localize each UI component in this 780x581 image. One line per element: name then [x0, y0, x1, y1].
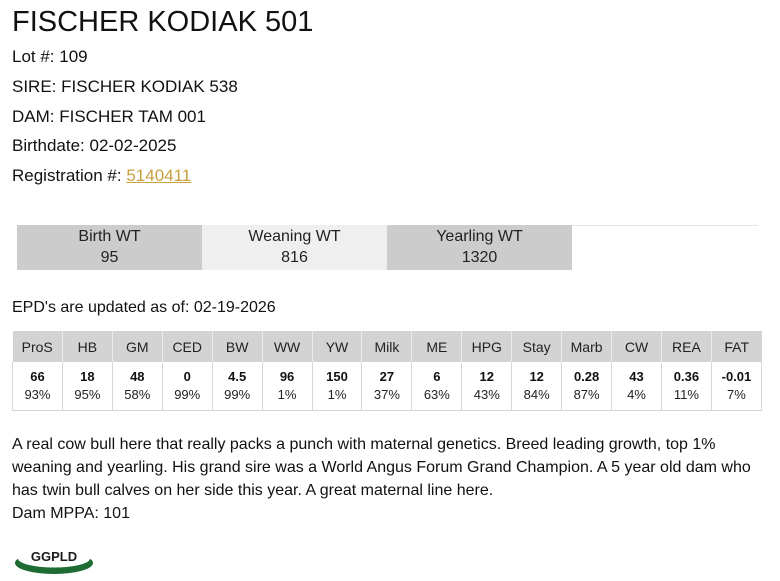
epd-cell-hb [62, 362, 112, 411]
birth-weight-label: Birth WT [78, 228, 141, 245]
epd-cell-pros [13, 362, 63, 411]
epd-percentile: 99% [224, 387, 251, 402]
epd-header-ced: CED [162, 331, 212, 362]
epd-percentile: 84% [523, 387, 550, 402]
weaning-weight-value: 816 [281, 249, 308, 266]
epd-header-marb: Marb [562, 331, 612, 362]
epd-update-note: EPD's are updated as of: 02-19-2026 [12, 299, 276, 316]
epd-value: 12 [479, 369, 494, 384]
epd-header-gm: GM [112, 331, 162, 362]
epd-header-hb: HB [62, 331, 112, 362]
dam-mppa: Dam MPPA: 101 [12, 505, 130, 522]
epd-value: 27 [379, 369, 395, 384]
lot-number: Lot #: 109 [12, 47, 88, 66]
epd-percentile: 1% [327, 387, 347, 402]
epd-value: 96 [279, 369, 295, 384]
ggpld-logo [14, 544, 94, 576]
epd-percentile: 87% [573, 387, 600, 402]
birth-weight [17, 225, 202, 270]
epd-header-milk: Milk [362, 331, 412, 362]
epd-header-cw: CW [612, 331, 662, 362]
epd-header-ww: WW [262, 331, 312, 362]
epd-cell-gm [112, 362, 162, 411]
epd-values-row [13, 362, 762, 411]
epd-table [12, 331, 762, 411]
yearling-weight-label: Yearling WT [436, 228, 523, 245]
epd-percentile: 95% [74, 387, 101, 402]
epd-header-pros: ProS [13, 331, 63, 362]
epd-percentile: 4% [627, 387, 646, 402]
registration [12, 165, 191, 187]
epd-cell-bw [212, 362, 262, 411]
epd-value: 150 [326, 369, 348, 384]
epd-value: 6 [433, 369, 441, 384]
registration-label: Registration #: [12, 166, 127, 185]
epd-value: 0 [183, 369, 191, 384]
epd-header-yw: YW [312, 331, 362, 362]
epd-header-rea: REA [661, 331, 711, 362]
description: A real cow bull here that really packs a punch with maternal genetics. Breed leading growth, top 1% weaning and yearling. His grand sire was a World Angus Forum Grand Champion. A 5 year old dam who has twin bull calves on her side this year. A great maternal line here. [12, 436, 751, 499]
epd-cell-ced [162, 362, 212, 411]
weaning-weight-label: Weaning WT [248, 228, 341, 245]
epd-value: 12 [529, 369, 544, 384]
logo-text: GGPLD [30, 549, 78, 564]
animal-name: FISCHER KODIAK 501 [12, 6, 314, 38]
registration-link[interactable]: 5140411 [126, 166, 192, 185]
sire: SIRE: FISCHER KODIAK 538 [12, 77, 238, 96]
epd-percentile: 11% [673, 387, 699, 402]
epd-percentile: 63% [423, 387, 450, 402]
epd-cell-rea [661, 362, 711, 411]
weights-panel [17, 225, 572, 270]
epd-percentile: 93% [24, 387, 51, 402]
epd-value: 18 [80, 369, 95, 384]
epd-percentile: 58% [124, 387, 151, 402]
birth-weight-value: 95 [100, 249, 119, 266]
birthdate: Birthdate: 02-02-2025 [12, 136, 177, 155]
epd-header-me: ME [412, 331, 462, 362]
epd-value: 66 [30, 369, 45, 384]
epd-cell-marb [562, 362, 612, 411]
epd-cell-me [412, 362, 462, 411]
epd-value: 43 [629, 369, 644, 384]
epd-value: 4.5 [228, 369, 247, 384]
epd-header-hpg: HPG [462, 331, 512, 362]
epd-header-fat: FAT [711, 331, 761, 362]
epd-percentile: 43% [473, 387, 500, 402]
weaning-weight [202, 225, 387, 270]
epd-percentile: 7% [727, 387, 746, 402]
epd-percentile: 99% [174, 387, 201, 402]
epd-cell-hpg [462, 362, 512, 411]
epd-cell-milk [362, 362, 412, 411]
epd-header-bw: BW [212, 331, 262, 362]
epd-value: 48 [130, 369, 145, 384]
epd-percentile: 1% [277, 387, 297, 402]
epd-header-stay: Stay [512, 331, 562, 362]
epd-cell-yw [312, 362, 362, 411]
dam: DAM: FISCHER TAM 001 [12, 107, 206, 126]
epd-cell-fat [711, 362, 761, 411]
epd-value: 0.28 [573, 369, 600, 384]
epd-value: 0.36 [673, 369, 700, 384]
epd-cell-stay [512, 362, 562, 411]
epd-value: -0.01 [721, 369, 752, 384]
epd-cell-cw [612, 362, 662, 411]
yearling-weight-value: 1320 [461, 249, 498, 266]
epd-header-row [13, 331, 762, 362]
epd-percentile: 37% [373, 387, 400, 402]
epd-cell-ww [262, 362, 312, 411]
yearling-weight [387, 225, 572, 270]
